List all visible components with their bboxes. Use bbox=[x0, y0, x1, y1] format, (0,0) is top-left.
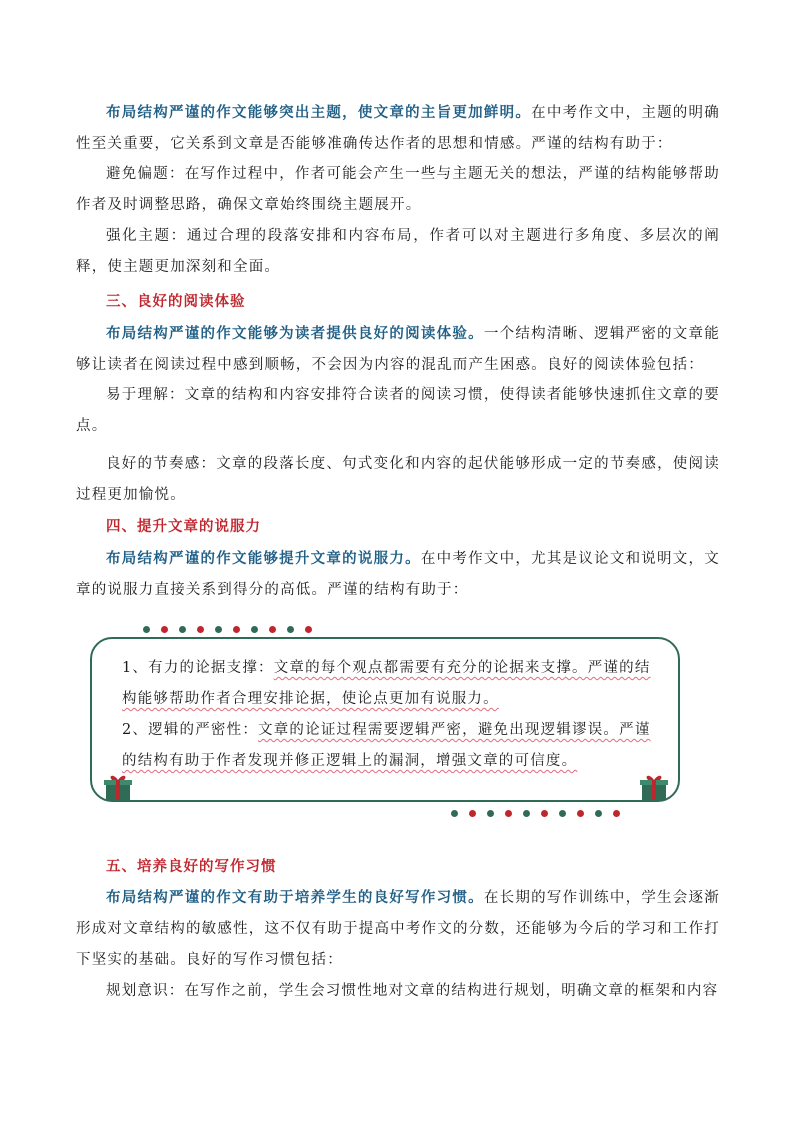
point-paragraph: 易于理解：文章的结构和内容安排符合读者的阅读习惯，使得读者能够快速抓住文章的要点。 bbox=[76, 387, 720, 434]
point-paragraph: 规划意识：在写作之前，学生会习惯性地对文章的结构进行规划，明确文章的框架和内容 bbox=[106, 983, 719, 999]
dot bbox=[559, 810, 566, 817]
dot bbox=[595, 810, 602, 817]
dot bbox=[179, 626, 186, 633]
section-intro-paragraph bbox=[76, 882, 720, 976]
box-content bbox=[122, 653, 652, 777]
section-heading: 五、培养良好的写作习惯 bbox=[106, 858, 277, 875]
box-item-label: 2、逻辑的严密性： bbox=[122, 722, 259, 738]
section-heading: 四、提升文章的说服力 bbox=[106, 518, 261, 535]
dot bbox=[469, 810, 476, 817]
intro-text: 一个结构清晰、逻辑严密的文章能够让读者在阅读过程中感到顺畅，不会因为内容的混乱而产生困惑。良好的阅读体验包括： bbox=[76, 326, 720, 373]
dot bbox=[541, 810, 548, 817]
point-paragraph: 良好的节奏感：文章的段落长度、句式变化和内容的起伏能够形成一定的节奏感，使阅读过程更加愉悦。 bbox=[76, 456, 720, 503]
intro-text: 在中考作文中，尤其是议论文和说明文，文章的说服力直接关系到得分的高低。严谨的结构有助于： bbox=[76, 551, 720, 598]
box-item-text: 文章的每个观点都需要有充分的论据来支撑。严谨的结构能够帮助作者合理安排论据，使论点更加有说服力。 bbox=[122, 660, 651, 707]
point-paragraph: 强化主题：通过合理的段落安排和内容布局，作者可以对主题进行多角度、多层次的阐释，使主题更加深刻和全面。 bbox=[76, 228, 720, 275]
dot bbox=[487, 810, 494, 817]
section-intro-paragraph bbox=[76, 543, 720, 606]
box-item-text: 文章的论证过程需要逻辑严密，避免出现逻辑谬误。严谨的结构有助于作者发现并修正逻辑上的漏洞，增强文章的可信度。 bbox=[122, 722, 651, 769]
dot bbox=[287, 626, 294, 633]
box-item-label: 1、有力的论据支撑： bbox=[122, 660, 274, 676]
decorative-dots-top bbox=[143, 626, 323, 636]
dot bbox=[269, 626, 276, 633]
dot bbox=[233, 626, 240, 633]
section-intro-paragraph bbox=[76, 97, 720, 160]
emphasis-sentence: 布局结构严谨的作文能够提升文章的说服力。 bbox=[106, 550, 421, 567]
dot bbox=[505, 810, 512, 817]
emphasis-sentence: 布局结构严谨的作文有助于培养学生的良好写作习惯。 bbox=[106, 889, 484, 906]
dot bbox=[451, 810, 458, 817]
dot bbox=[197, 626, 204, 633]
dot bbox=[305, 626, 312, 633]
dot bbox=[215, 626, 222, 633]
intro-text: 在中考作文中，主题的明确性至关重要，它关系到文章是否能够准确传达作者的思想和情感。严谨的结构有助于： bbox=[76, 105, 720, 152]
emphasis-sentence: 布局结构严谨的作文能够突出主题，使文章的主旨更加鲜明。 bbox=[106, 104, 532, 121]
dot bbox=[577, 810, 584, 817]
section-heading: 三、良好的阅读体验 bbox=[106, 293, 246, 310]
section-intro-paragraph bbox=[76, 318, 720, 381]
dot bbox=[251, 626, 258, 633]
dot bbox=[143, 626, 150, 633]
key-points-box bbox=[90, 637, 680, 802]
dot bbox=[523, 810, 530, 817]
gift-icon bbox=[103, 772, 133, 802]
intro-text: 在长期的写作训练中，学生会逐渐形成对文章结构的敏感性，这不仅有助于提高中考作文的分数，还能够为今后的学习和工作打下坚实的基础。良好的写作习惯包括： bbox=[76, 890, 720, 968]
decorative-dots-bottom bbox=[451, 810, 631, 820]
point-paragraph: 避免偏题：在写作过程中，作者可能会产生一些与主题无关的想法，严谨的结构能够帮助作者及时调整思路，确保文章始终围绕主题展开。 bbox=[76, 166, 720, 213]
dot bbox=[161, 626, 168, 633]
emphasis-sentence: 布局结构严谨的作文能够为读者提供良好的阅读体验。 bbox=[106, 325, 484, 342]
gift-icon bbox=[639, 772, 669, 802]
dot bbox=[613, 810, 620, 817]
